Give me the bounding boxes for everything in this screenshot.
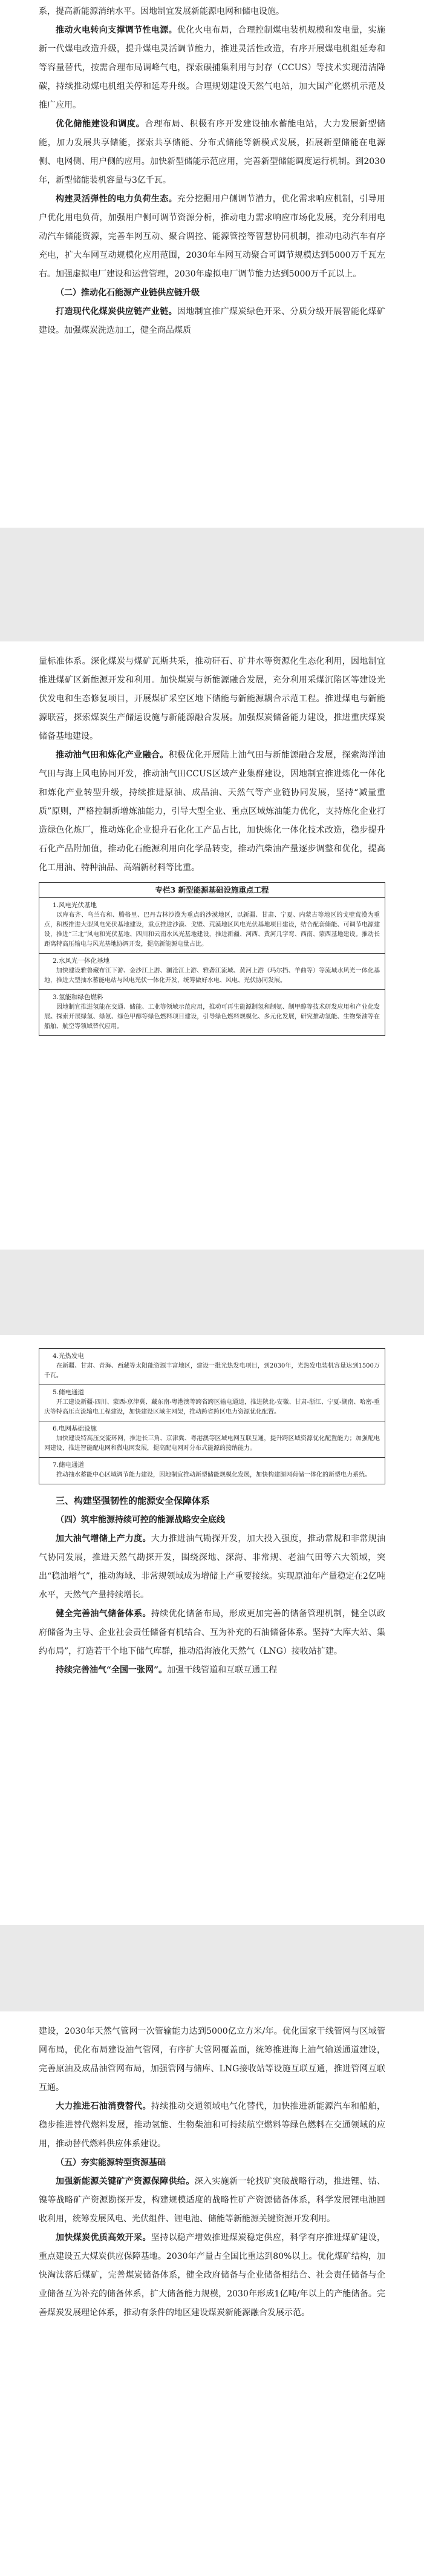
- infobox-item-title: 7.储电通道: [53, 1461, 85, 1469]
- infobox-item-title: 3.氢能和绿色燃料: [53, 994, 103, 1001]
- document-page-3: [0, 1335, 424, 1925]
- infobox-item-title: 2.水风光一体化基地: [53, 957, 110, 965]
- infobox-item-text: 以库布齐、乌兰布和、腾格里、巴丹吉林沙漠为重点的沙漠地区，以新疆、甘肃、宁夏、内蒙古等地区的戈壁荒漠为重点，积极推进大型风电光伏基地建设，重点推进沙漠、戈壁、荒漠地区风电光伏基地项目建设，结合配套储能、可调节电源建设，推进“三北”风电和光伏基地、四川和云南水风光基地建设，推进新疆、河西、黄河几字弯、西南、蒙西基地建设。推动长距离特高压输电与风光基地协调开发，提高新能源电量占比。: [44, 912, 380, 948]
- infobox: [39, 882, 385, 1036]
- infobox-item: [39, 1349, 385, 1385]
- infobox-item-title: 1.风电光伏基地: [53, 902, 97, 909]
- paragraph: 推动油气田和炼化产业融合。积极优化开展陆上油气田与新能源融合发展，探索海洋油气田与海上风电协同开发，推动油气田CCUS区域产业集群建设，因地制宜推进炼化一体化和炼化产业转型升级，持续推进原油、成品油、天然气等产业链协同发展，坚持“减量重质”原则，严格控制新增炼油能力，引导大型全业、重点区域炼油能力优化，支持炼化企业打造绿色化炼厂，推动炼化企业提升石化化工产品占比，加快炼化一体化技术改造，稳步提升石化产品附加值，推动化石能源利用向化学品转变，推动汽柴油产量逐步调整和优化，提高化工用油、特种油品、高端新材料等比重。: [39, 750, 386, 873]
- infobox-item-text: 推动抽水蓄能中心区域调节能力建设，因地制宜推动新型储能规模化发展，加快构建源网荷储一体化的新型电力系统。: [56, 1472, 371, 1478]
- infobox-item: [39, 898, 385, 954]
- infobox-continued: [39, 1348, 385, 1484]
- paragraph: 加强新能源关键矿产资源保障供给。深入实施新一轮找矿突破战略行动，推进锂、钴、镍等战略矿产资源勘探开发，构建规模适度的战略性矿产资源储备体系，科学发展锂电池回收利用，统筹发展风电、光伏组件、锂电池、储能等新能源关键资源开发利用。: [39, 2177, 386, 2224]
- document-page-1: [0, 0, 424, 528]
- infobox-item-text: 因地制宜推进氢能在交通、储能、工业等领域示范应用，推动可再生能源制氢和制氨、制甲醇等技术研发应用和产业化发展。探索开展绿氢、绿氨、绿色甲醇等绿色燃料项目建设，引导绿色燃料规模化、多元化发展，研究推动氢能、生物柴油等在船舶、航空等领域替代应用。: [44, 1004, 380, 1030]
- infobox-item-text: 加快建设雅鲁藏布江下游、金沙江上游、澜沧江上游、雅砻江流域、黄河上游（玛尔挡、羊曲等）等流域水风光一体化基地，推进大型抽水蓄能电站与风电光伏一体化开发，统筹做好水电、风电、光伏协同发展。: [44, 968, 380, 984]
- infobox-item: [39, 1421, 385, 1458]
- paragraph: 持续完善油气“全国一张网”。加强干线管道和互联互通工程: [56, 1665, 278, 1675]
- infobox-item-text: 加快建设特高压交流环网，推进长三角、京津冀、粤港澳等区域电网互联互通，提升跨区域资源优化配置能力；加强配电网建设，推进智能配电网和微电网发展，提高配电网对分布式能源的接纳能力。: [44, 1435, 380, 1452]
- infobox-item: [39, 1458, 385, 1484]
- section-heading: （二）推动化石能源产业链供应链升级: [56, 288, 200, 298]
- paragraph: 优化储能建设和调度。合理布局、积极有序开发建设抽水蓄能电站，大力发展新型储能，加力发展共享储能，探索共享储能、分布式储能等新模式发展，拓展新型储能在电源侧、电网侧、用户侧的应用。加快新型储能示范应用，完善新型储能调度运行机制。到2030年，新型储能装机容量与3亿千瓦。: [39, 119, 385, 185]
- paragraph: 健全完善油气储备体系。持续优化储备布局，形成更加完善的储备管理机制，健全以政府储备为主导、企业社会责任储备有机结合、互为补充的石油储备体系。坚持“大库大站、集约布局”，打造若干个地下储气库群，推动沿海液化天然气（LNG）接收站扩建。: [39, 1609, 386, 1656]
- document-page-2: [0, 641, 424, 1250]
- paragraph: 打造现代化煤炭供应链产业链。因地制宜推广煤炭绿色开采、分质分级开展智能化煤矿建设。加强煤炭洗选加工，健全商品煤质: [39, 307, 386, 335]
- infobox-item-text: 开工建设新疆-四川、蒙西-京津冀、藏东南-粤港澳等跨省跨区输电通道，推进陕北-安徽、甘肃-浙江、宁夏-湖南、哈密-重庆等特高压直流输电工程建设，加快建设区域主网架，推动跨省跨区电力资源优化配置。: [44, 1399, 380, 1415]
- document-page-4: [0, 2011, 424, 2576]
- paragraph: 大力推进石油消费替代。持续推动交通领域电气化替代，加快推进新能源汽车和船舶，稳步推进替代燃料发展，推动氢能、生物柴油和可持续航空燃料等绿色燃料在交通领域的应用，推动替代燃料供应体系建设。: [39, 2102, 386, 2149]
- chapter-heading: 三、构建坚强韧性的能源安全保障体系: [56, 1495, 210, 1506]
- infobox-item-text: 在新疆、甘肃、青海、西藏等太阳能资源丰富地区，建设一批光热发电项目，到2030年，光热发电装机容量达到1500万千瓦。: [44, 1363, 380, 1379]
- paragraph: 量标准体系。深化煤炭与煤矿瓦斯共采，推动矸石、矿井水等资源化生态化利用，因地制宜推进煤矿区新能源开发和利用。加快煤炭与新能源融合发展，充分利用采煤沉陷区等建设光伏发电和生态修复项目，开展煤矿采空区地下储能与新能源耦合示范工程。推进煤电与新能源联营，探索煤炭生产储运设施与新能源融合发展。加强煤炭储备能力建设，推进重庆煤炭储备基地建设。: [39, 657, 385, 741]
- infobox-item: [39, 990, 385, 1035]
- infobox-title: 专栏3 新型能源基础设施重点工程: [39, 883, 385, 898]
- paragraph: 构建灵活弹性的电力负荷生态。充分挖掘用户侧调节潜力，优化需求响应机制，引导用户优化用电负荷，加强用户侧可调节资源分析，推动电力需求响应市场化发展，充分利用电动汽车储能资源，完善车网互动、聚合调控、能源管控等智慧协同机制，推动电动汽车有序充电，扩大车网互动规模化应用范围，2030年车网互动聚合可调节规模达到5000万千瓦左右。加强虚拟电厂建设和运营管理，2030年虚拟电厂调节能力达到5000万千瓦以上。: [39, 194, 386, 279]
- infobox-item: [39, 954, 385, 990]
- infobox-item-title: 5.储电通道: [53, 1389, 85, 1396]
- infobox-item-title: 6.电网基础设施: [53, 1425, 97, 1432]
- infobox-item: [39, 1385, 385, 1421]
- paragraph: 系，提高新能源消纳水平。因地制宜发展新能源电网和储电设施。: [39, 7, 284, 16]
- paragraph: 加快煤炭优质高效开采。坚持以稳产增效推进煤炭稳定供应，科学有序推进煤矿建设，重点建设五大煤炭供应保障基地。2030年产量占全国比重达到80%以上。优化煤矿结构，加快淘汰落后煤矿，完善煤炭储备体系，健全政府储备与企业储备相结合、社会责任储备与企业储备互为补充的储备体系，扩大储备能力规模，2030年形成1亿吨/年以上的产能储备。完善煤炭发展理论体系，推动有条件的地区建设煤炭新能源融合发展示范。: [39, 2233, 386, 2318]
- section-heading: （四）筑牢能源持续可控的能源战略安全底线: [56, 1515, 225, 1525]
- paragraph: 加大油气增储上产力度。大力推进油气勘探开发，加大投入强度，推动常规和非常规油气协同发展，推进天然气勘探开发，围绕深地、深海、非常规、老油气田等六大领域，突出“稳油增气”，推动海域、非常规领域成为增储上产重要接续。实现原油年产量稳定在2亿吨水平，天然气产量持续增长。: [39, 1534, 386, 1600]
- paragraph: 推动火电转向支撑调节性电源。优化火电布局，合理控制煤电装机规模和发电量，实施新一代煤电改造升级，提升煤电灵活调节能力，推进灵活性改造，有序开展煤电机组延寿和等容量替代，按需合理布局调峰气电，探索碳捕集利用与封存（CCUS）等技术实现清洁降碳，持续推动煤电机组关停和延寿升级。合理规划建设天然气电站，加大国产化燃机示范及推广应用。: [39, 25, 386, 110]
- infobox-item-title: 4.光热发电: [53, 1352, 85, 1360]
- section-heading: （五）夯实能源转型资源基础: [56, 2158, 166, 2168]
- paragraph: 建设，2030年天然气管网一次管输能力达到5000亿立方米/年。优化国家干线管网与区域管网布局，优化布局建设油气管网，有序扩大管网覆盖面，统筹推进海上油气输送通道建设，完善原油及成品油管网布局，加强管网与储库、LNG接收站等设施互联互通，推进管网互联互通。: [39, 2027, 385, 2093]
